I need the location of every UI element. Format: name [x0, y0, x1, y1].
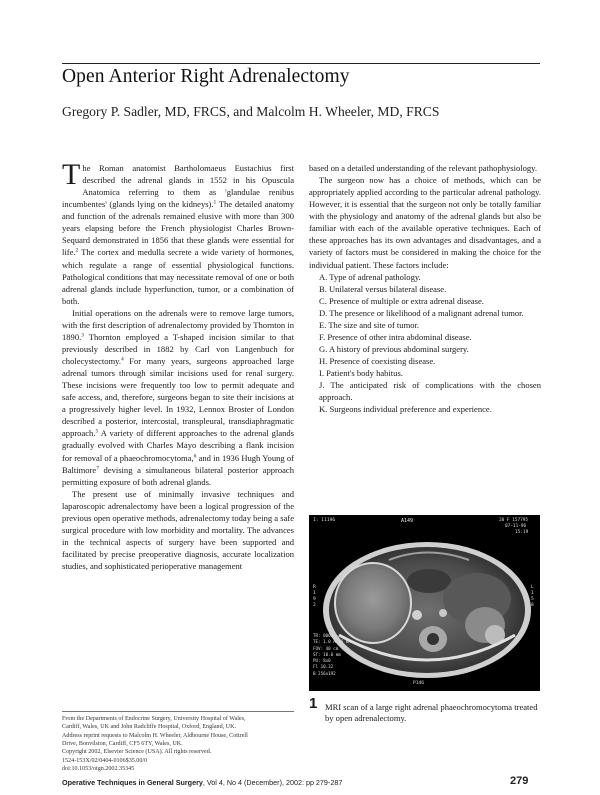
mri-label-left-side: R 1 9 2	[313, 585, 316, 608]
continuation-paragraph: based on a detailed understanding of the relevant pathophysiology.	[309, 163, 538, 173]
mri-acquisition-params: TR: 0060 TE: 1.0 A 16 kHz FOV: 40 cm ST: 10.0 mm PU: 8x0 Fl 10.32 B 256x192	[313, 633, 354, 676]
factor-item: K. Surgeons individual preference and experience.	[319, 404, 492, 415]
intro-paragraph: The Roman anatomist Bartholomaeus Eustachius first described the adrenal glands in 1552 in his Opuscula Anatomica referring to them as 'glandulae renibus incumbentes' (glands lying on the kidneys).$^1$ The detailed anatomy and function of the adrenals remained elusive with more than 300 years elapsing before the French physiologist Charles Brown-Sequard demonstrated in 1856 that these glands were essential for life.$^2$ The cortex and medulla secrete a wide variety of hormones, which regulate a range of essential physiological functions. Pathological conditions that may necessitate removal of one or both adrenal glands include hyperfunction, tumor, or a combination of both.	[62, 158, 294, 306]
drop-cap: T	[62, 158, 81, 191]
ref-5: 5	[95, 428, 99, 435]
mri-label-bottom-center: P146	[413, 681, 425, 686]
figure-number: 1	[309, 695, 318, 712]
mri-figure	[309, 515, 540, 691]
factor-item: C. Presence of multiple or extra adrenal disease.	[319, 295, 484, 306]
figure-caption-text: MRI scan of a large right adrenal phaeochromocytoma treated by open adrenalectomy.	[325, 702, 538, 723]
ref-7: 7	[96, 465, 99, 472]
ref-1: 1	[213, 199, 217, 206]
left-column	[62, 158, 294, 572]
factor-item: H. Presence of coexisting disease.	[319, 356, 436, 366]
ref-6: 6	[193, 453, 197, 459]
factor-item: F. Presence of other intra abdominal disease.	[319, 331, 472, 342]
modern-paragraph: The present use of minimally invasive techniques and laparoscopic adrenalectomy have been a logical progression of the previous open operative methods, adrenalectomy today being a safe surgical procedure with low morbidity and mortality. The advances in the technical aspects of surgery have been supported and facilitated by precise preoperative diagnosis, accurate localization studies, and sophisticated perioperative management	[62, 488, 294, 572]
mri-label-right-side: L 1 5 8	[531, 585, 534, 608]
article-authors: Gregory P. Sadler, MD, FRCS, and Malcolm H. Wheeler, MD, FRCS	[62, 104, 440, 119]
factor-item: I. Patient's body habitus.	[319, 368, 403, 379]
factor-item: E. The size and site of tumor.	[319, 319, 420, 330]
footnote-rule	[62, 711, 294, 712]
affiliation-footnote: From the Departments of Endocrine Surgery, University Hospital of Wales, Cardiff, Wales, UK and John Radcliffe Hospital, Oxford, England, UK. Address reprint requests to Malcolm H. Wheeler, Aldbourne House, Cottrell Drive, Bonvilston, Cardiff, CF5 6TY, Wales, UK. Copyright 2002, Elsevier Science (USA). All rights reserved. 1524-153X/02/0404-0106$35.00/0 doi:10.1053/otgn.2002.35345	[62, 716, 248, 773]
ref-3: 3	[81, 332, 84, 339]
right-column	[309, 162, 541, 415]
mri-label-top-right-2: 07-11-96	[505, 524, 527, 529]
journal-citation: Operative Techniques in General Surgery, Vol 4, No 4 (December), 2002: pp 279-287	[62, 778, 343, 787]
figure-caption	[309, 695, 540, 724]
factor-item: G. A history of previous abdominal surgery.	[319, 343, 469, 354]
factor-item: B. Unilateral versus bilateral disease.	[319, 283, 447, 294]
page-number: 279	[510, 775, 529, 787]
mri-label-top-right-3: 15:19	[515, 530, 529, 535]
ref-2: 2	[75, 247, 79, 254]
mri-label-top-right-1: 20 F 157795	[499, 518, 529, 523]
factor-item: D. The presence or likelihood of a malignant adrenal tumor.	[319, 307, 524, 318]
mri-label-top-center: A149	[401, 518, 414, 524]
article-title: Open Anterior Right Adrenalectomy	[62, 66, 350, 87]
choice-paragraph: The surgeon now has a choice of methods, which can be appropriately applied according to the particular adrenal pathology. However, it is essential that the surgeon not only be totally familiar with the physiology and anatomy of the adrenal glands but also be familiar with each of the available operative techniques. Each of these approaches has its own advantages and disadvantages, and a variety of factors must be considered in making the choice for the individual patient. These factors include:	[309, 175, 541, 270]
mri-label-top-left: I: 11196	[313, 518, 336, 523]
top-rule	[62, 63, 540, 64]
history-paragraph: Initial operations on the adrenals were to remove large tumors, with the first description of adrenalectomy provided by Thornton in 1890.$^3$ Thornton employed a T-shaped incision similar to that previously described in 1882 by Carl von Langenbuch for cholecystectomy.$^4$ For many years, surgeons approached large adrenal tumors through similar incisions used for renal surgery. These incisions were frequently too low to permit adequate and safe access, and, therefore, surgeons began to site their incisions at a progressively higher level. In 1932, Lennox Broster of London described a posterior, intercostal, transpleural, transdiaphragmatic approach.$^5$ A variety of different approaches to the adrenal glands gradually evolved with Charles Mayo describing a flank incision for removal of a phaeochromocytoma,$^6$ and in 1936 Hugh Young of Baltimore$^7$ devising a simultaneous bilateral posterior approach permitting exposure of both adrenal glands.	[62, 307, 294, 487]
factor-item: J. The anticipated risk of complications with the chosen approach.	[319, 380, 541, 403]
ref-4: 4	[121, 356, 124, 363]
factor-item: A. Type of adrenal pathology.	[319, 271, 421, 282]
